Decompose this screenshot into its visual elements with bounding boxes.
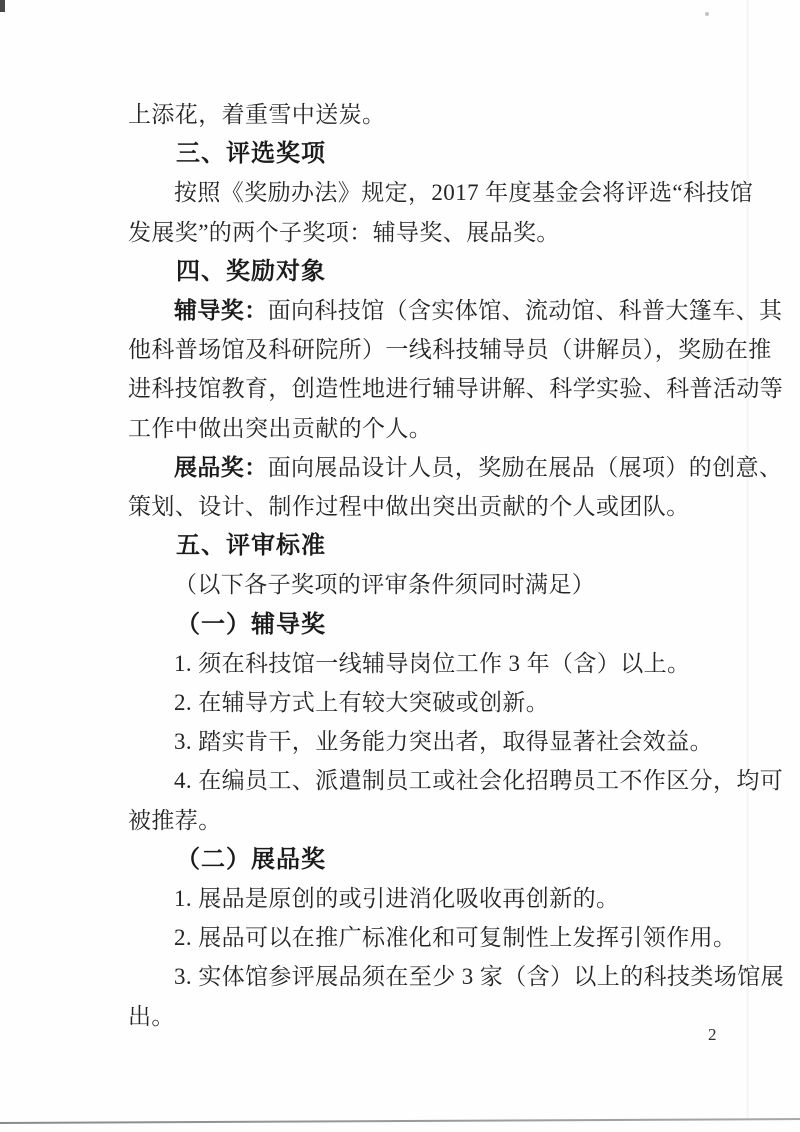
section-heading-5: 五、评审标准: [176, 532, 326, 560]
criteria-item: 3. 踏实肯干，业务能力突出者，取得显著社会效益。: [174, 729, 713, 755]
scan-speck-icon: [0, 0, 5, 12]
text-line: 出。: [128, 1003, 175, 1029]
text-line: 工作中做出突出贡献的个人。: [128, 415, 433, 441]
text-line: 按照《奖励办法》规定，2017 年度基金会将评选“科技馆: [174, 180, 754, 206]
text-line: 进科技馆教育，创造性地进行辅导讲解、科学实验、科普活动等: [128, 376, 784, 402]
scan-dot-icon: [705, 12, 709, 16]
scan-bottom-line: [0, 1118, 800, 1124]
text-line-body: 面向科技馆（含实体馆、流动馆、科普大篷车、其: [267, 298, 783, 324]
page-number: 2: [708, 1025, 717, 1044]
text-line: [128, 291, 783, 330]
text-line: [128, 448, 783, 487]
section-heading-4: 四、奖励对象: [176, 257, 326, 285]
document-body: [128, 95, 784, 1036]
text-line: 策划、设计、制作过程中做出突出贡献的个人或团队。: [128, 494, 690, 520]
award-term-tutoring: 辅导奖：: [174, 297, 268, 324]
text-line-body: 面向展品设计人员，奖励在展品（展项）的创意、: [267, 454, 783, 480]
text-line: （以下各子奖项的评审条件须同时满足）: [174, 572, 596, 598]
subsection-heading-1: （一）辅导奖: [176, 610, 326, 638]
criteria-item: 3. 实体馆参评展品须在至少 3 家（含）以上的科技类场馆展: [174, 964, 784, 990]
criteria-item: 4. 在编员工、派遣制员工或社会化招聘员工不作区分，均可: [174, 768, 784, 794]
subsection-heading-2: （二）展品奖: [176, 845, 326, 873]
criteria-item: 1. 展品是原创的或引进消化吸收再创新的。: [174, 886, 620, 912]
scan-vertical-streak: [746, 0, 749, 1120]
criteria-item: 1. 须在科技馆一线辅导岗位工作 3 年（含）以上。: [174, 650, 691, 676]
text-line: 上添花，着重雪中送炭。: [128, 102, 386, 127]
award-term-exhibit: 展品奖：: [174, 453, 268, 480]
criteria-item: 2. 在辅导方式上有较大突破或创新。: [174, 690, 550, 716]
text-line: 他科普场馆及科研院所）一线科技辅导员（讲解员），奖励在推: [128, 337, 772, 363]
section-heading-3: 三、评选奖项: [176, 140, 326, 168]
text-line: 被推荐。: [128, 807, 222, 833]
criteria-item: 2. 展品可以在推广标准化和可复制性上发挥引领作用。: [174, 925, 737, 951]
text-line: 发展奖”的两个子奖项：辅导奖、展品奖。: [128, 219, 560, 245]
